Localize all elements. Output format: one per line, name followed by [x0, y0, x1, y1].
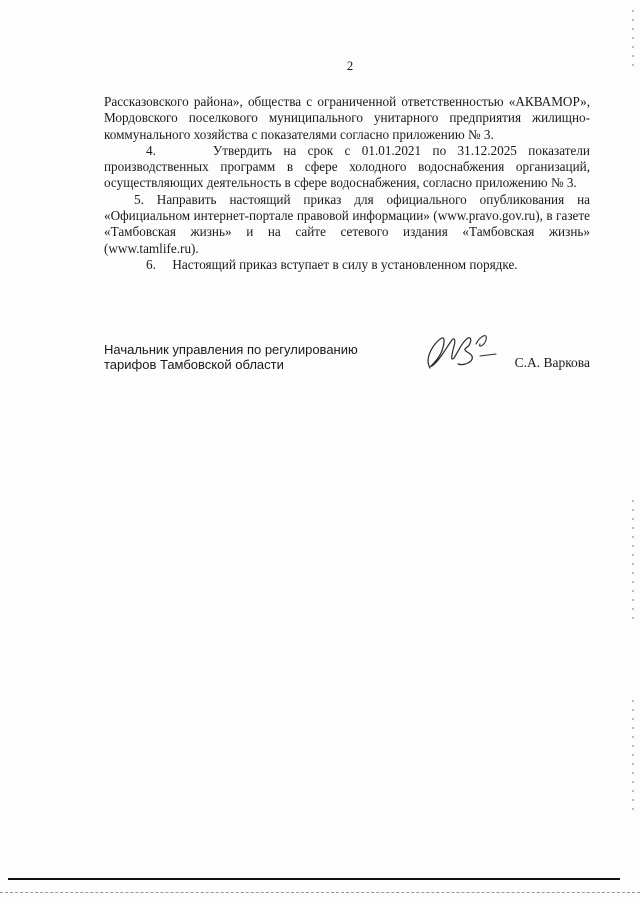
signatory-name: С.А. Варкова: [514, 355, 590, 370]
signatory-position: Начальник управления по регулированию тарифов Тамбовской области: [104, 342, 358, 372]
scan-bottom-rule: [8, 878, 620, 880]
signature-block: [104, 342, 590, 382]
paragraph-item-5: 5. Направить настоящий приказ для официального опубликования на «Официальном интернет-портале правовой информации» (www.pravo.gov.ru), в газете «Тамбовская жизнь» и на сайте сетевого издания «Тамбовская жизнь» (www.tamlife.ru).: [104, 191, 590, 256]
scan-edge-artifact: [632, 10, 634, 70]
scan-bottom-edge: [0, 892, 640, 894]
scan-edge-artifact: [632, 700, 634, 810]
handwritten-signature: [416, 328, 506, 378]
paragraph-continuation: Рассказовского района», общества с ограниченной ответственностью «АКВАМОР», Мордовского поселкового муниципального унитарного предприятия жилищно-коммунального хозяйства с показателями согласно приложению № 3.: [104, 94, 590, 142]
page-number: 2: [346, 58, 354, 73]
scan-edge-artifact: [632, 500, 634, 620]
document-body: [104, 94, 590, 273]
paragraph-item-6: 6. Настоящий приказ вступает в силу в установленном порядке.: [146, 256, 518, 272]
paragraph-item-4: 4. Утвердить на срок с 01.01.2021 по 31.12.2025 показатели производственных программ в сфере холодного водоснабжения организаций, осуществляющих деятельность в сфере водоснабжения, согласно приложению № 3.: [104, 142, 590, 191]
